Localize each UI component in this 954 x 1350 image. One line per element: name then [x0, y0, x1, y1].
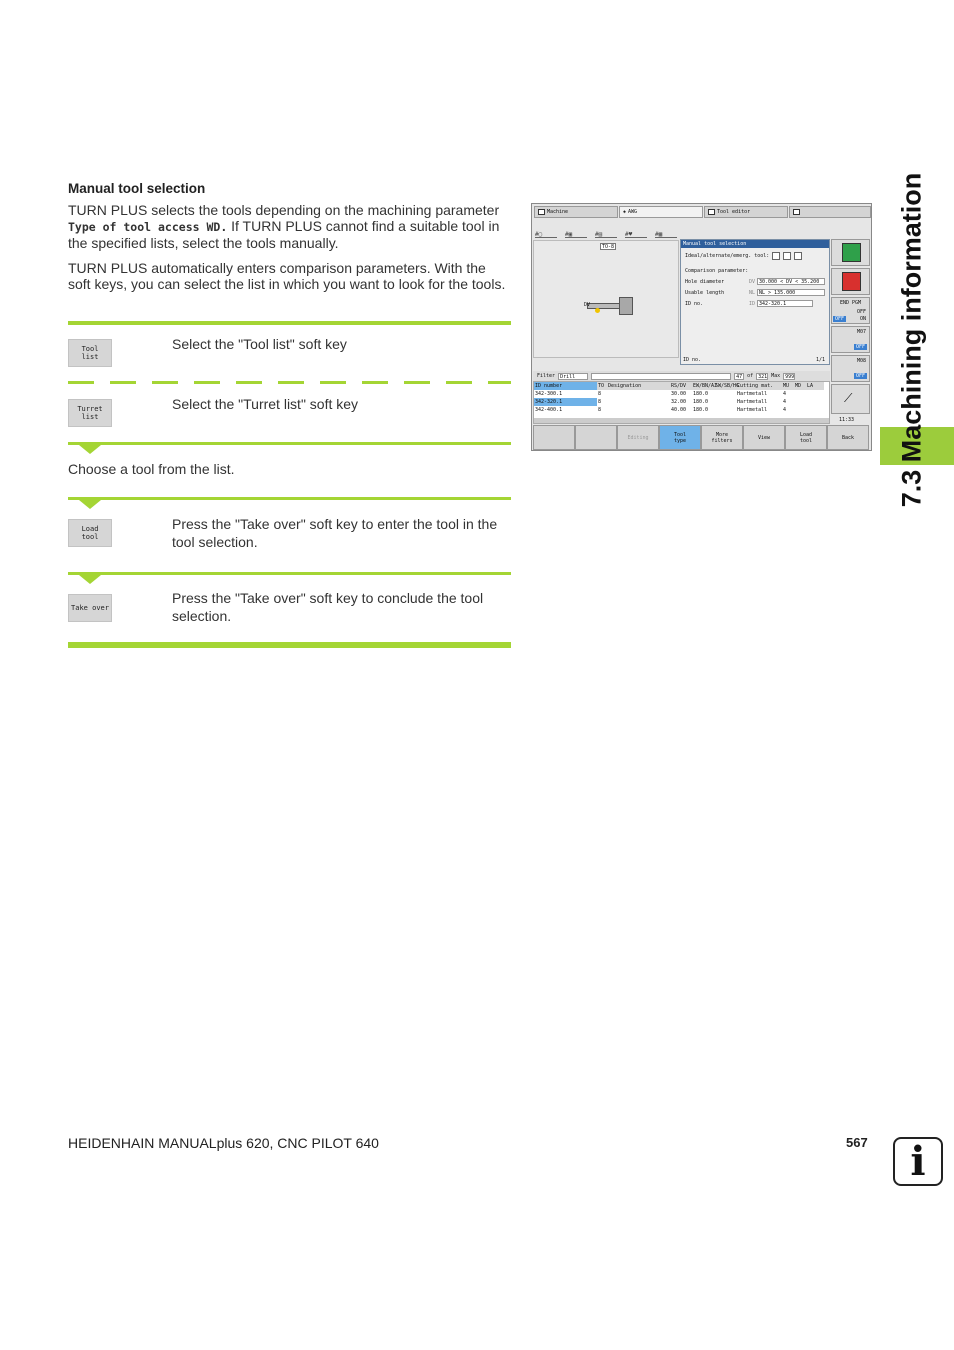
step-divider — [68, 497, 511, 500]
section-end-divider — [68, 642, 511, 648]
cycle-start-button[interactable] — [831, 239, 870, 266]
usable-length-field[interactable]: NL > 135.000 — [757, 289, 825, 296]
step-divider — [68, 572, 511, 575]
dialog-title: Manual tool selection — [681, 240, 829, 248]
grid-icon[interactable]: #♥ — [625, 231, 647, 238]
drill-tool-graphic — [587, 297, 635, 315]
tab-machine[interactable]: Machine — [534, 206, 618, 218]
tab-tool-editor[interactable]: Tool editor — [704, 206, 788, 218]
arrow-down-icon — [79, 445, 101, 454]
graphics-window — [533, 240, 679, 358]
view-softkey[interactable]: View — [743, 425, 785, 450]
save-icon — [793, 209, 800, 215]
footer-product: HEIDENHAIN MANUALplus 620, CNC PILOT 640 — [68, 1135, 379, 1151]
section-heading: Manual tool selection — [68, 181, 206, 196]
chapter-title: 7.3 Machining information — [896, 172, 927, 508]
softkey-bar — [533, 425, 872, 450]
manual-tool-selection-dialog: Manual tool selection Ideal/alternate/emerg. tool: Comparison parameter: Hole diameter DV 30.000 < DV < 35.200 Usable length NL NL > 135.000 ID no. ID 342-320.1 ID no. 1/1 — [680, 239, 830, 365]
step-text: Select the "Tool list" soft key — [172, 336, 347, 352]
grid-icon[interactable]: #▢ — [535, 231, 557, 238]
turret-list-softkey: Turret list — [68, 399, 112, 427]
tool-type-softkey[interactable]: Tool type — [659, 425, 701, 450]
dialog-status-right: 1/1 — [815, 357, 825, 363]
horizontal-scrollbar[interactable] — [534, 418, 829, 423]
step-text: Select the "Turret list" soft key — [172, 396, 359, 412]
alternate-tool-checkbox[interactable] — [783, 252, 791, 260]
tab-awg[interactable]: ◈ AWG — [619, 206, 703, 218]
grid-icon[interactable]: #▣ — [565, 231, 587, 238]
count-field: 47 — [736, 373, 743, 380]
info-icon: i — [893, 1137, 943, 1186]
ideal-tool-label: Ideal/alternate/emerg. tool: — [685, 253, 770, 259]
ideal-tool-checkbox[interactable] — [772, 252, 780, 260]
measure-icon: ⟋ — [844, 391, 853, 405]
arrow-down-icon — [79, 500, 101, 509]
emergency-tool-checkbox[interactable] — [794, 252, 802, 260]
filter-field[interactable]: Drill — [558, 373, 588, 380]
filter-extra-field[interactable] — [591, 373, 731, 380]
step-divider — [68, 321, 511, 325]
step-text: Press the "Take over" soft key to conclude the tool selection. — [172, 590, 484, 624]
softkey-2[interactable] — [575, 425, 617, 450]
take-over-softkey: Take over — [68, 594, 112, 622]
cnc-screenshot — [531, 203, 872, 451]
step-divider — [68, 442, 511, 445]
choose-text: Choose a tool from the list. — [68, 461, 235, 477]
table-row[interactable]: 342-300.1 8 30.00 180.0 Hartmetall 4 — [535, 391, 787, 397]
dv-label: DV — [584, 302, 591, 308]
filter-bar: Filter Drill 47 of 321 Max 999 — [533, 371, 830, 381]
load-tool-softkey: Load tool — [68, 519, 112, 547]
machine-function-bar — [830, 239, 872, 425]
back-softkey[interactable]: Back — [827, 425, 869, 450]
tool-measure-button[interactable] — [831, 384, 870, 414]
dialog-status-left: ID no. — [683, 357, 702, 363]
step-text: Press the "Take over" soft key to enter the tool in the tool selection. — [172, 516, 498, 550]
table-row[interactable]: 342-400.1 8 40.00 180.0 Hartmetall 4 — [535, 407, 787, 413]
m07-button[interactable]: M07 OFF — [831, 326, 870, 353]
tool-label: TO-8 — [601, 244, 615, 250]
more-filters-softkey[interactable]: More filters — [701, 425, 743, 450]
tool-icon — [708, 209, 715, 215]
editing-softkey[interactable]: Editing — [617, 425, 659, 450]
arrow-down-icon — [79, 575, 101, 584]
tab-save[interactable] — [789, 206, 871, 218]
softkey-1[interactable] — [533, 425, 575, 450]
clock: 11:33 — [839, 417, 855, 423]
grid-icon[interactable]: #▤ — [595, 231, 617, 238]
machine-icon — [538, 209, 545, 215]
graphics-toolbar — [533, 228, 680, 240]
intro-paragraph: TURN PLUS selects the tools depending on the machining parameter Type of tool access WD. If TURN PLUS cannot find a suitable tool in the specified lists, select the tools manually. — [68, 202, 500, 251]
cycle-stop-button[interactable] — [831, 268, 870, 295]
load-tool-softkey[interactable]: Load tool — [785, 425, 827, 450]
grid-icon[interactable]: #▦ — [655, 231, 677, 238]
parameter-code: Type of tool access WD. — [68, 220, 228, 234]
tool-list-softkey: Tool list — [68, 339, 112, 367]
page-number: 567 — [846, 1135, 868, 1150]
end-pgm-button[interactable]: END PGM OFF OFF ON — [831, 297, 870, 324]
comparison-label: Comparison parameter: — [685, 268, 749, 274]
m08-button[interactable]: M08 OFF — [831, 355, 870, 382]
tool-table — [533, 381, 830, 424]
id-number-field[interactable]: 342-320.1 — [757, 300, 813, 307]
comparison-paragraph: TURN PLUS automatically enters comparison parameters. With the soft keys, you can select the list in which you want to look for the tools. — [68, 260, 506, 292]
hole-diameter-field[interactable]: 30.000 < DV < 35.200 — [757, 278, 825, 285]
alternative-divider — [68, 381, 511, 384]
table-header: ID number TO Designation RS/DV EW/BN/AZ SW/SB/HG Cutting mat. MU MD LA — [534, 382, 824, 390]
table-row[interactable]: 342-320.1 8 32.00 180.0 Hartmetall 4 — [535, 399, 787, 405]
diamond-icon: ◈ — [623, 209, 627, 215]
